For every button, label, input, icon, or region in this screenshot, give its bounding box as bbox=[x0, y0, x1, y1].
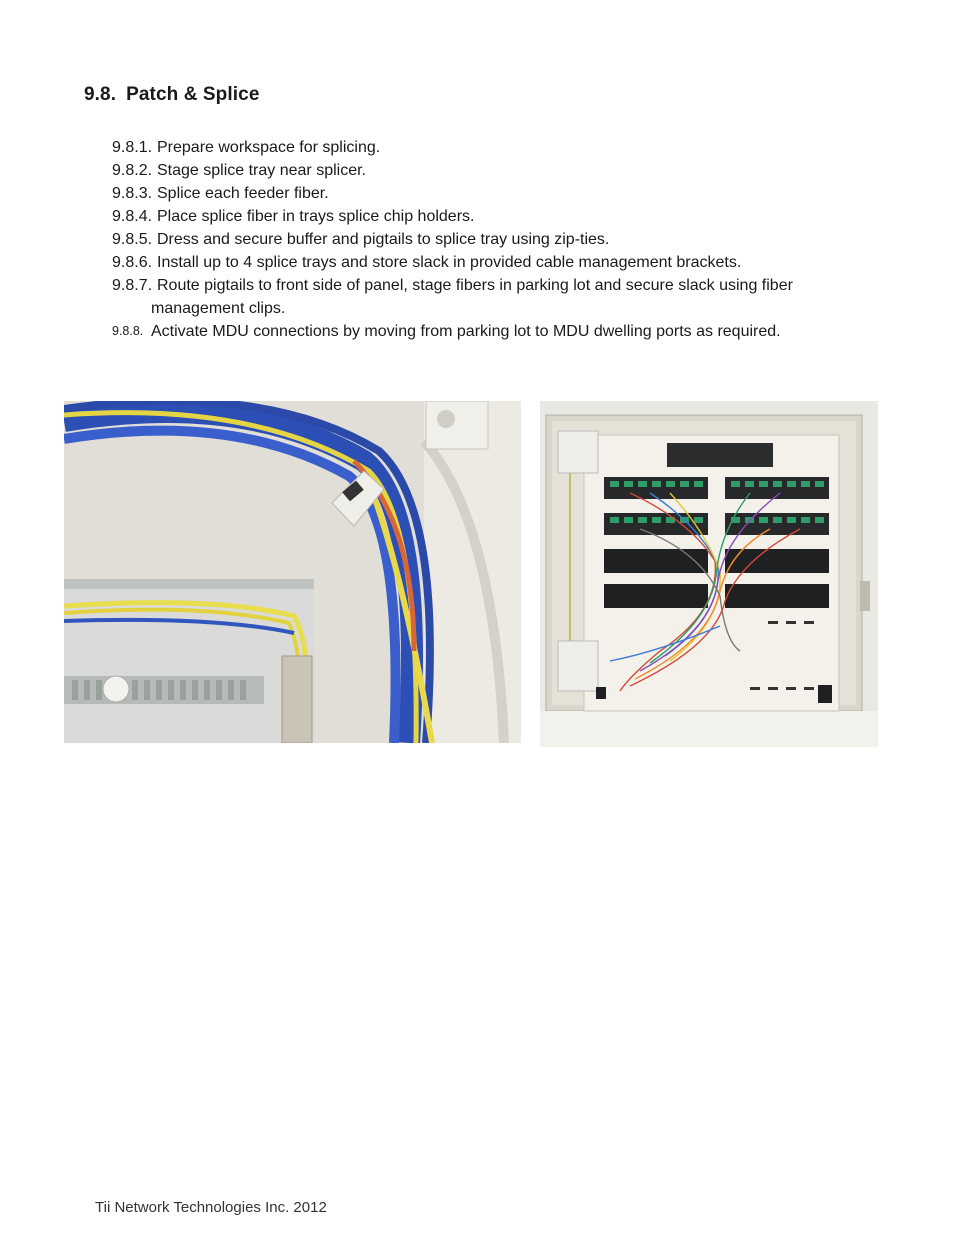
list-item bbox=[112, 136, 892, 159]
step-text: Prepare workspace for splicing. bbox=[157, 139, 381, 156]
list-item bbox=[112, 205, 892, 228]
step-text: Dress and secure buffer and pigtails to splice tray using zip-ties. bbox=[157, 231, 610, 248]
step-text: Splice each feeder fiber. bbox=[157, 185, 329, 202]
list-item bbox=[112, 320, 892, 343]
step-number: 9.8.8. bbox=[112, 324, 144, 338]
step-number: 9.8.6. bbox=[112, 254, 153, 271]
section-title: Patch & Splice bbox=[126, 84, 260, 105]
list-item bbox=[112, 159, 892, 182]
step-number: 9.8.2. bbox=[112, 162, 153, 179]
step-number: 9.8.7. bbox=[112, 277, 153, 294]
step-number: 9.8.1. bbox=[112, 139, 153, 156]
step-text: Stage splice tray near splicer. bbox=[157, 162, 366, 179]
list-item bbox=[112, 228, 892, 251]
list-item bbox=[112, 274, 892, 320]
step-text: Route pigtails to front side of panel, stage fibers in parking lot and secure slack using fiber bbox=[157, 277, 793, 294]
splice-tray-photo bbox=[64, 401, 521, 743]
step-list bbox=[112, 136, 892, 343]
step-text-continued: management clips. bbox=[151, 300, 286, 317]
step-text: Place splice fiber in trays splice chip holders. bbox=[157, 208, 475, 225]
page-footer: Tii Network Technologies Inc. 2012 bbox=[95, 1199, 327, 1216]
step-text: Install up to 4 splice trays and store slack in provided cable management brackets. bbox=[157, 254, 742, 271]
section-number: 9.8. bbox=[84, 84, 117, 105]
mdu-panel-photo bbox=[540, 401, 878, 747]
step-number: 9.8.4. bbox=[112, 208, 153, 225]
section-heading bbox=[84, 84, 259, 106]
step-text: Activate MDU connections by moving from parking lot to MDU dwelling ports as required. bbox=[151, 323, 781, 340]
step-number: 9.8.5. bbox=[112, 231, 153, 248]
list-item bbox=[112, 182, 892, 205]
list-item bbox=[112, 251, 892, 274]
step-number: 9.8.3. bbox=[112, 185, 153, 202]
